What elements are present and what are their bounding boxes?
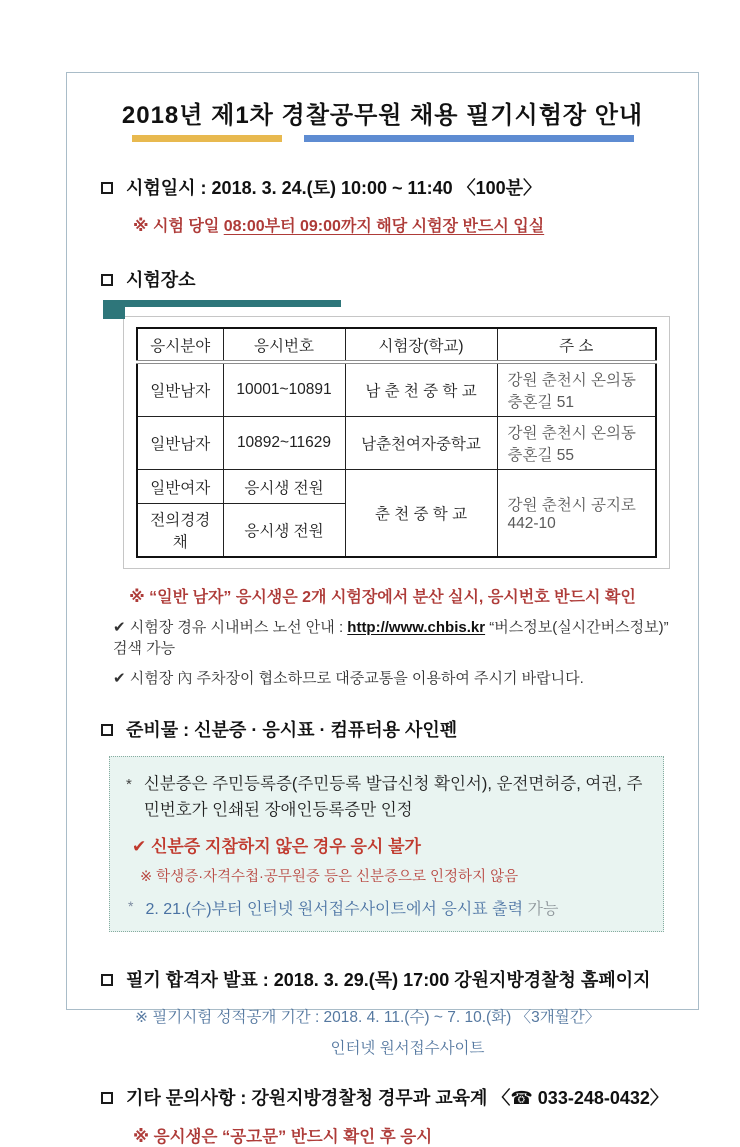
exam-datetime-heading: 시험일시 : 2018. 3. 24.(토) 10:00 ~ 11:40 〈100분〉 <box>126 178 542 198</box>
ticket-print-text <box>145 896 558 919</box>
asterisk-bullet: * <box>128 897 134 914</box>
col-header-field: 응시분야 <box>137 328 223 362</box>
score-period-note: ※ 필기시험 성적공개 기간 : 2018. 4. 11.(수) ~ 7. 10.(화) 〈3개월간〉 <box>135 1008 601 1026</box>
section-results <box>101 966 680 992</box>
cell-numbers: 10001~10891 <box>223 362 345 417</box>
bus-info-suffix: “버스정보(실시간버스정보)” 검색 가능 <box>113 619 669 657</box>
ticket-print-gray: 가능 <box>527 900 559 918</box>
checkbox-icon <box>101 274 113 286</box>
cell-address: 강원 춘천시 온의동 충혼길 51 <box>497 362 656 417</box>
cell-field: 전의경경채 <box>137 504 223 558</box>
table-row <box>137 362 656 417</box>
exam-datetime-note <box>133 213 680 236</box>
cell-venue-merged: 춘 천 중 학 교 <box>345 470 497 558</box>
checkbox-icon <box>101 182 113 194</box>
asterisk-bullet: * <box>126 776 132 793</box>
application-site-note: 인터넷 원서접수사이트 <box>330 1039 485 1057</box>
table-row <box>137 417 656 470</box>
ticket-print-main: 2. 21.(수)부터 인터넷 원서접수사이트에서 응시표 출력 <box>145 900 528 918</box>
cell-address: 강원 춘천시 온의동 충혼길 55 <box>497 417 656 470</box>
teal-decoration <box>97 300 680 320</box>
bus-info-prefix: ✔ 시험장 경유 시내버스 노선 안내 : <box>113 619 348 636</box>
section-contact <box>101 1084 680 1110</box>
announcement-warning: ※ 응시생은 “공고문” 반드시 확인 후 응시 <box>133 1127 433 1146</box>
checkbox-icon <box>101 724 113 736</box>
col-header-address: 주 소 <box>497 328 656 362</box>
bus-info-url[interactable]: http://www.chbis.kr <box>347 619 486 636</box>
checkbox-icon <box>101 1092 113 1104</box>
note-prefix: ※ 시험 당일 <box>133 218 224 235</box>
bus-info-line <box>113 616 680 658</box>
cell-numbers: 응시생 전원 <box>223 504 345 558</box>
section-exam-datetime <box>101 174 680 200</box>
parking-info-line: ✔ 시험장 內 주차장이 협소하므로 대중교통을 이용하여 주시기 바랍니다. <box>113 670 584 687</box>
cell-field: 일반남자 <box>137 362 223 417</box>
cell-field: 일반남자 <box>137 417 223 470</box>
exam-venue-heading: 시험장소 <box>126 270 196 290</box>
col-header-numbers: 응시번호 <box>223 328 345 362</box>
table-row <box>137 470 656 504</box>
no-id-warning: ✔ 신분증 지참하지 않은 경우 응시 불가 <box>132 836 421 856</box>
cell-venue: 남춘천여자중학교 <box>345 417 497 470</box>
ticket-print-line <box>128 896 649 919</box>
venue-table-frame <box>123 316 670 569</box>
cell-numbers: 응시생 전원 <box>223 470 345 504</box>
cell-address-merged: 강원 춘천시 공지로 442-10 <box>497 470 656 558</box>
cell-numbers: 10892~11629 <box>223 417 345 470</box>
venue-table <box>136 327 657 558</box>
cell-field: 일반여자 <box>137 470 223 504</box>
supplies-info-box <box>109 756 664 932</box>
id-card-text: 신분증은 주민등록증(주민등록 발급신청 확인서), 운전면허증, 여권, 주민번호가 인쇄된 장애인등록증만 인정 <box>143 775 643 820</box>
note-underlined: 08:00부터 09:00까지 해당 시험장 반드시 입실 <box>223 218 545 235</box>
results-heading: 필기 합격자 발표 : 2018. 3. 29.(목) 17:00 강원지방경찰청 홈페이지 <box>126 969 651 990</box>
venue-warning-note: ※ “일반 남자” 응시생은 2개 시험장에서 분산 실시, 응시번호 반드시 확인 <box>129 589 636 606</box>
title-underline <box>85 135 680 142</box>
page-title: 2018년 제1차 경찰공무원 채용 필기시험장 안내 <box>121 102 644 129</box>
table-header-row <box>137 328 656 362</box>
title-underline-blue <box>304 135 634 142</box>
col-header-venue: 시험장(학교) <box>345 328 497 362</box>
supplies-heading: 준비물 : 신분증 · 응시표 · 컴퓨터용 사인펜 <box>126 720 458 740</box>
section-exam-venue <box>101 266 680 292</box>
id-card-line <box>126 771 649 824</box>
checkbox-icon <box>101 974 113 986</box>
title-underline-yellow <box>132 135 282 142</box>
teal-line <box>103 300 341 307</box>
cell-venue: 남 춘 천 중 학 교 <box>345 362 497 417</box>
document-page <box>66 72 699 1146</box>
contact-heading: 기타 문의사항 : 강원지방경찰청 경무과 교육계 〈☎ 033-248-0432〉 <box>126 1087 668 1108</box>
invalid-id-note: ※ 학생증·자격수첩·공무원증 등은 신분증으로 인정하지 않음 <box>140 868 519 885</box>
section-supplies <box>101 716 680 742</box>
